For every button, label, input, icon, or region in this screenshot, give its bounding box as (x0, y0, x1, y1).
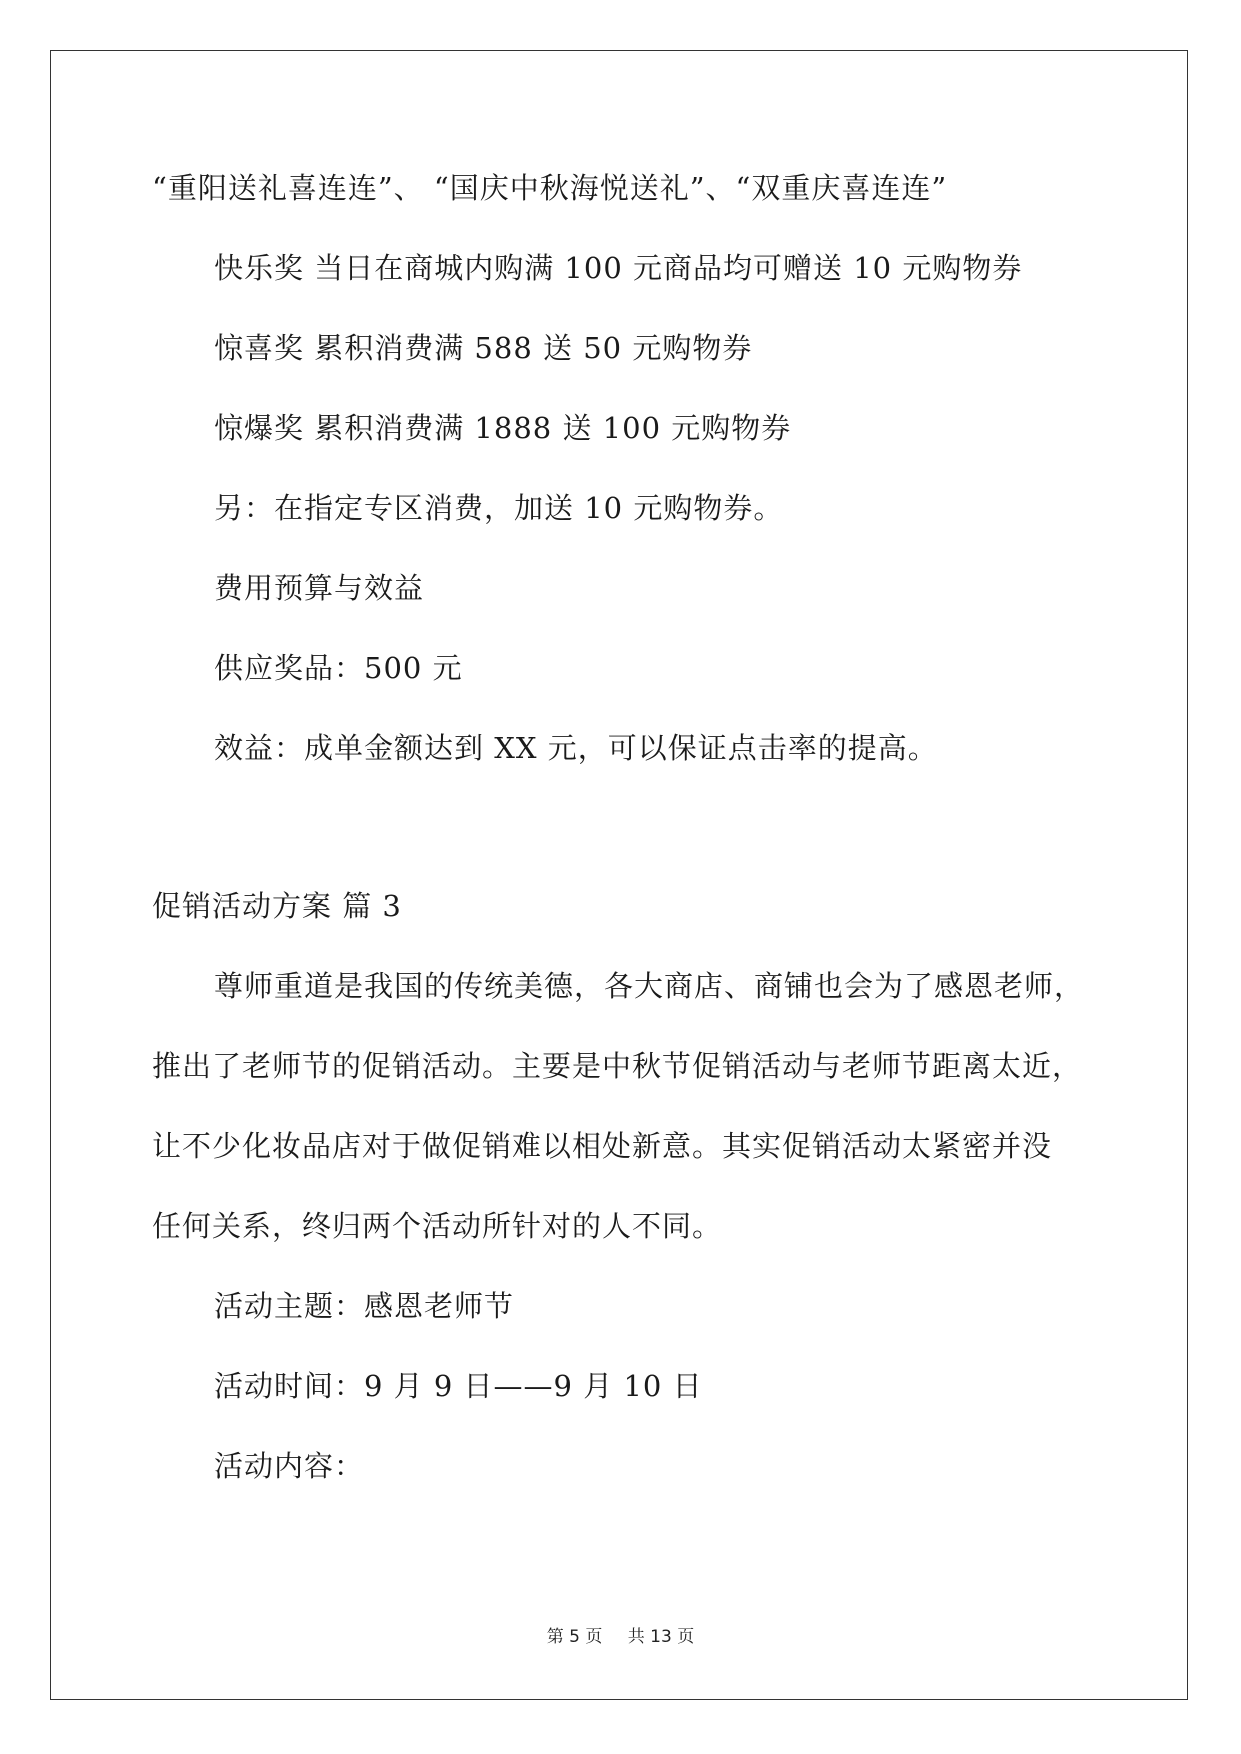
paragraph-line-1: 尊师重道是我国的传统美德，各大商店、商铺也会为了感恩老师， (214, 969, 1085, 1003)
activity-theme-line: 活动主题：感恩老师节 (214, 1289, 515, 1323)
page-total: 共 13 页 (627, 1627, 695, 1647)
benefit-line: 效益：成单金额达到 XX 元，可以保证点击率的提高。 (214, 731, 938, 765)
activity-time-line: 活动时间：9 月 9 日——9 月 10 日 (214, 1369, 703, 1403)
mega-prize-line: 惊爆奖 累积消费满 1888 送 100 元购物券 (214, 411, 792, 445)
paragraph-line-2: 推出了老师节的促销活动。主要是中秋节促销活动与老师节距离太近， (152, 1049, 1083, 1083)
surprise-prize-line: 惊喜奖 累积消费满 588 送 50 元购物券 (214, 331, 753, 365)
page-number: 第 5 页 (546, 1627, 603, 1647)
prize-budget-line: 供应奖品：500 元 (214, 651, 463, 685)
intro-activity-names: “重阳送礼喜连连”、 “国庆中秋海悦送礼”、“双重庆喜连连” (152, 171, 948, 205)
section-title: 促销活动方案 篇 3 (152, 889, 402, 923)
paragraph-line-3: 让不少化妆品店对于做促销难以相处新意。其实促销活动太紧密并没 (152, 1129, 1053, 1163)
page-footer (0, 1622, 1241, 1647)
budget-heading: 费用预算与效益 (214, 571, 425, 605)
happy-prize-line: 快乐奖 当日在商城内购满 100 元商品均可赠送 10 元购物券 (214, 251, 1023, 285)
activity-content-line: 活动内容： (214, 1449, 365, 1483)
paragraph-line-4: 任何关系，终归两个活动所针对的人不同。 (152, 1209, 723, 1243)
bonus-note-line: 另：在指定专区消费，加送 10 元购物券。 (214, 491, 784, 525)
